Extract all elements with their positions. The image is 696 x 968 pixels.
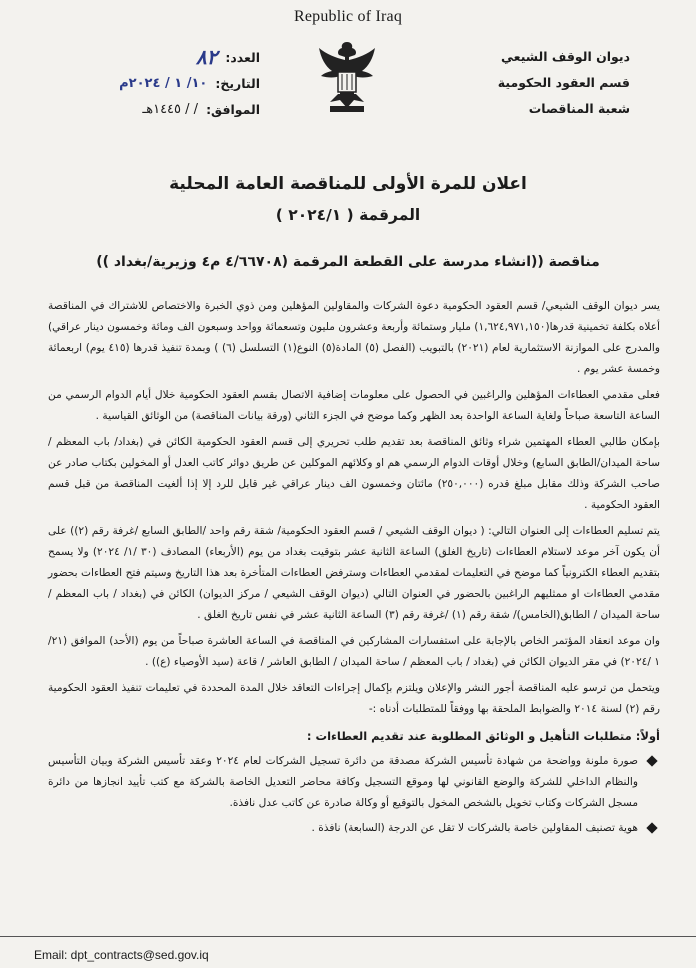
requirement-item (48, 818, 660, 839)
reference-block (90, 44, 260, 122)
issuer-line-1: ديوان الوقف الشيعي (501, 49, 630, 64)
paragraph-invitation: يسر ديوان الوقف الشيعي/ قسم العقود الحكومية دعوة الشركات والمقاولين المؤهلين ومن ذوي الخبرة والاختصاص للاشتراك في المناقصة أعلاه بكلفة تخمينية قدرها(١,٦٢٤,٩٧١,١٥٠) مليار وستمائة وأربعة وعشرون مليون وتسعمائة وواحد وسبعون الف ومائة وخمسون دينار عراقي) والمدرج على الموازنة الاستثمارية لعام (٢٠٢١) بالتبويب (الفصل (٥) المادة(٥) النوع(١) التسلسل (٦) ) وبمدة تنفيذ قدرها (٤١٥ يوم) اربعمائة وخمسة عشر يوم . (48, 300, 660, 375)
hijri-value: / / ١٤٤٥هـ (142, 101, 199, 117)
ref-label: العدد: (225, 49, 260, 65)
date-label: التاريخ: (215, 75, 260, 91)
requirement-text: صورة ملونة وواضحة من شهادة تأسيس الشركة مصدقة من دائرة تسجيل الشركات لعام ٢٠٢٤ وعقد تأسيس الشركة وبيان التأسيس والنظام الداخلي للشركة والوضع القانوني لها وموقع التسجيل وكافة محاضر التعديل الخاصة بالشركة مع كتب تأييد انجازها من دائرة مسجل الشركات وكتاب تخويل بالشخص المخول بالتوقيع أو وكالة صادرة عن كاتب عدل نافذة. (48, 755, 638, 809)
requirement-item (48, 751, 660, 814)
paragraph-conference: وان موعد انعقاد المؤتمر الخاص بالإجابة على استفسارات المشاركين في المناقصة في الساعة العاشرة صباحاً من يوم (الأحد) الموافق (٢١/ ١ /٢٠٢٤) في مقر الديوان الكائن في (بغداد / باب المعظم / ساحة الميدان / الطابق العاشر / قاعة (سيد الأوصياء (ع)) . (48, 635, 660, 668)
hijri-row (90, 96, 260, 122)
issuer-line-3: شعبة المناقصات (528, 101, 630, 116)
eagle-emblem-icon (316, 38, 378, 116)
date-value: ١٠/ ١ / ٢٠٢٤م (119, 75, 208, 91)
paragraph-purchase: بإمكان طالبي العطاء المهتمين شراء وثائق المناقصة بعد تقديم طلب تحريري إلى قسم العقود الحكومية الكائن في (بغداد/ باب المعظم /ساحة الميدان/الطابق السابع) وخلال أوقات الدوام الرسمي هم او وكلائهم الموكلين عن طريق دوائر كاتب العدل أو المخولين بكتاب صادر عن صاحب الشركة وذلك مقابل مبلغ قدره (٢٥٠,٠٠٠) مائتان وخمسون الف دينار عراقي غير قابل للرد إلا إذا ألغيت المناقصة من قبل قسم العقود الحكومية . (48, 436, 660, 511)
footer-divider (0, 936, 696, 937)
announcement-body (48, 296, 660, 843)
requirement-text: هوية تصنيف المقاولين خاصة بالشركات لا تقل عن الدرجة (السابعة) نافذة . (311, 822, 638, 834)
footer-email: Email: dpt_contracts@sed.gov.iq (34, 948, 209, 962)
diamond-bullet-icon (646, 755, 657, 766)
issuer-line-2: قسم العقود الحكومية (497, 75, 630, 90)
paragraph-contact: فعلى مقدمي العطاءات المؤهلين والراغبين في الحصول على معلومات إضافية الاتصال بقسم العقود الحكومية خلال أيام الدوام الرسمي من الساعة التاسعة صباحاً ولغاية الساعة الواحدة بعد الظهر وكما موضح في الجزء الثاني (ورقة بيانات المناقصة) من الوثائق القياسية . (48, 389, 660, 422)
ref-number-row (90, 44, 260, 70)
country-header: Republic of Iraq (293, 8, 403, 25)
tender-name: مناقصة ((انشاء مدرسة على القطعة المرقمة (٤/٦٦٧٠٨ م٤ وزيرية/بغداد )) (96, 254, 600, 270)
requirements-heading: أولاً: متطلبات التأهيل و الوثائق المطلوبة عند تقديم العطاءات : (306, 729, 660, 743)
announcement-title: اعلان للمرة الأولى للمناقصة العامة المحلية (169, 174, 527, 194)
announcement-number: المرقمة ( ٢٠٢٤/١ ) (275, 206, 421, 224)
date-row (90, 70, 260, 96)
paragraph-obligations: ويتحمل من ترسو عليه المناقصة أجور النشر والإعلان ويلتزم بإكمال إجراءات التعاقد خلال المدة المحددة في تعليمات تنفيذ العقود الحكومية رقم (٢) لسنة ٢٠١٤ والضوابط الملحقة بها ووفقاً للمتطلبات أدناه :- (48, 682, 660, 715)
paragraph-submission: يتم تسليم العطاءات إلى العنوان التالي: ( ديوان الوقف الشيعي / قسم العقود الحكومية/ شقة رقم واحد /الطابق السابع /غرفة رقم (٢)) على أن يكون آخر موعد لاستلام العطاءات (تاريخ الغلق) الساعة الثانية عشر بتوقيت بغداد من يوم (الأربعاء) المصادف (٣٠ /١/ ٢٠٢٤) ولا يسمح بتقديم العطاء الكترونياً كما موضح في التعليمات لمقدمي العطاءات وسترفض العطاءات المتأخرة بعد هذا التاريخ وسيتم فتح العطاءات بحضور مقدمي العطاءات او ممثليهم الراغبين بالحضور في العنوان التالي (ديوان الوقف الشيعي / مركز الديوان) الكائن في (بغداد / باب المعظم / ساحة الميدان / الطابق(الخامس)/ شقة رقم (١) /غرفة رقم (٣) الساعة الثانية عشر في نفس تاريخ الغلق . (48, 525, 660, 621)
hijri-label: الموافق: (206, 101, 260, 117)
issuer-block (440, 44, 630, 122)
ref-number: ٨٢ (195, 45, 218, 69)
diamond-bullet-icon (646, 822, 657, 833)
